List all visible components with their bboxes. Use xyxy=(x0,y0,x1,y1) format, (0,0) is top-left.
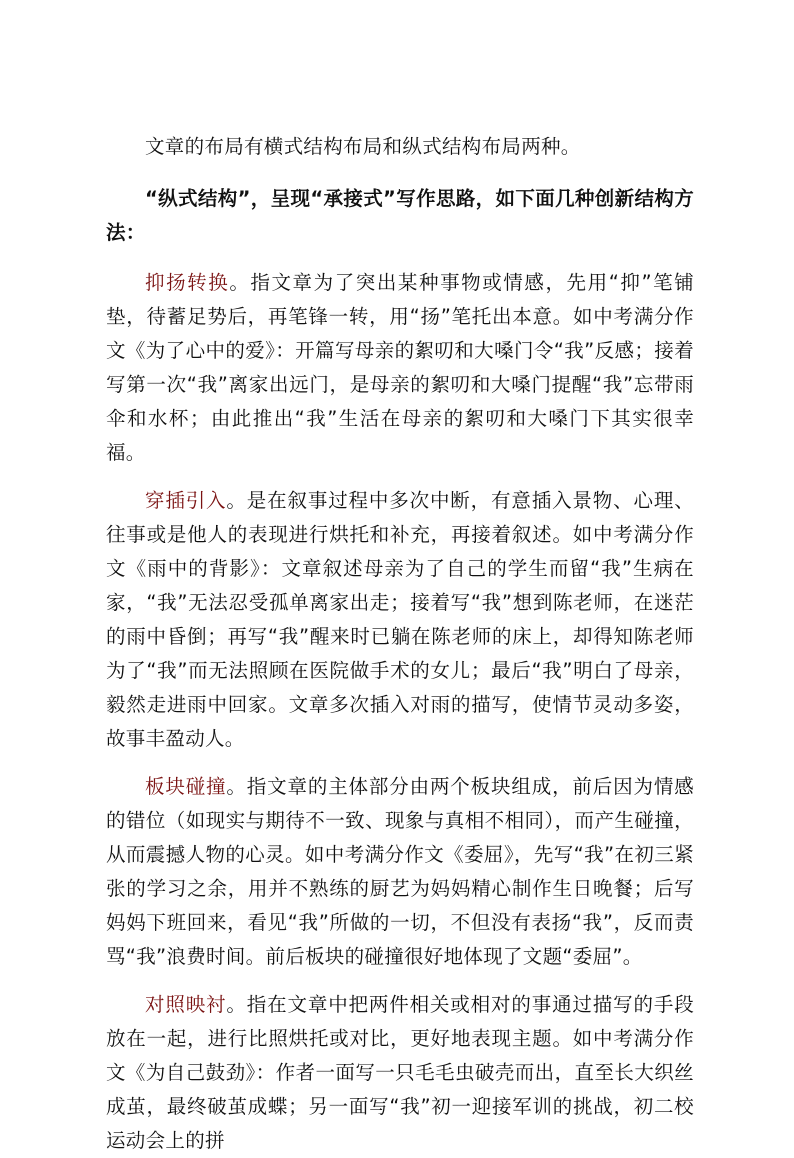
section-term: 对照映衬 xyxy=(145,993,227,1016)
section-body: 。指在文章中把两件相关或相对的事通过描写的手段放在一起，进行比照烘托或对比，更好地表现主题。如中考满分作文《为自己鼓劲》：作者一面写一只毛毛虫破壳而出，直至长大织丝成茧，最终破茧成蝶；另一面写“我”初一迎接军训的挑战，初二校运动会上的拼 xyxy=(106,993,694,1152)
section-body: 。指文章为了突出某种事物或情感，先用“抑”笔铺垫，待蓄足势后，再笔锋一转，用“扬”笔托出本意。如中考满分作文《为了心中的爱》：开篇写母亲的絮叨和大嗓门令“我”反感；接着写第一次“我”离家出远门，是母亲的絮叨和大嗓门提醒“我”忘带雨伞和水杯；由此推出“我”生活在母亲的絮叨和大嗓门下其实很幸福。 xyxy=(106,271,694,464)
section-paragraph-1 xyxy=(106,266,694,470)
section-term: 板块碰撞 xyxy=(145,775,227,798)
structure-heading: “纵式结构”，呈现“承接式”写作思路，如下面几种创新结构方法： xyxy=(106,187,694,244)
intro-paragraph: 文章的布局有横式结构布局和纵式结构布局两种。 xyxy=(145,135,581,158)
section-paragraph-2 xyxy=(106,484,694,756)
section-body: 。指文章的主体部分由两个板块组成，前后因为情感的错位（如现实与期待不一致、现象与真相不相同），而产生碰撞，从而震撼人物的心灵。如中考满分作文《委屈》，先写“我”在初三紧张的学习之余，用并不熟练的厨艺为妈妈精心制作生日晚餐；后写妈妈下班回来，看见“我”所做的一切，不但没有表扬“我”，反而责骂“我”浪费时间。前后板块的碰撞很好地体现了文题“委屈”。 xyxy=(106,775,694,968)
section-paragraph-3 xyxy=(106,770,694,974)
section-body: 。是在叙事过程中多次中断，有意插入景物、心理、往事或是他人的表现进行烘托和补充，再接着叙述。如中考满分作文《雨中的背影》：文章叙述母亲为了自己的学生而留“我”生病在家，“我”无法忍受孤单离家出走；接着写“我”想到陈老师，在迷茫的雨中昏倒；再写“我”醒来时已躺在陈老师的床上，却得知陈老师为了“我”而无法照顾在医院做手术的女儿；最后“我”明白了母亲，毅然走进雨中回家。文章多次插入对雨的描写，使情节灵动多姿，故事丰盈动人。 xyxy=(106,489,694,750)
section-paragraph-4 xyxy=(106,988,694,1158)
section-term: 穿插引入 xyxy=(145,489,227,512)
section-term: 抑扬转换 xyxy=(145,271,230,294)
